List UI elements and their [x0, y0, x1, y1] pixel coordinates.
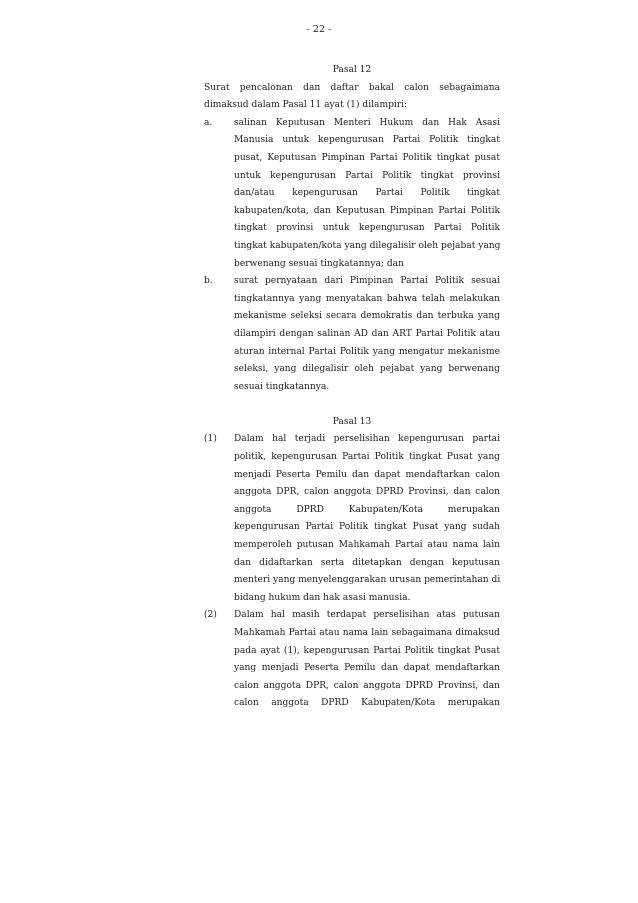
item-marker: a. — [204, 117, 213, 128]
item-line: sesuai tingkatannya. — [234, 381, 330, 392]
section-gap — [204, 396, 500, 414]
page-number: - 22 - — [306, 24, 332, 35]
item-line: yang menjadi Peserta Pemilu dan dapat mendaftarkan — [234, 663, 500, 674]
pasal-13-item-1 — [204, 431, 500, 607]
item-line: pada ayat (1), kepengurusan Partai Politik tingkat Pusat — [234, 645, 500, 656]
item-line: memperoleh putusan Mahkamah Partai atau nama lain — [234, 540, 500, 551]
pasal-13-heading: Pasal 13 — [332, 416, 372, 427]
item-line: aturan internal Partai Politik yang mengatur mekanisme — [234, 346, 500, 357]
item-line: pusat, Keputusan Pimpinan Partai Politik tingkat pusat — [234, 152, 500, 163]
item-line: kabupaten/kota, dan Keputusan Pimpinan Partai Politik — [234, 205, 500, 216]
item-line: bidang hukum dan hak asasi manusia. — [234, 592, 411, 603]
item-marker: b. — [204, 276, 213, 287]
item-line: berwenang sesuai tingkatannya; dan — [234, 258, 404, 269]
item-line: untuk kepengurusan Partai Politik tingkat provinsi — [234, 170, 500, 181]
item-line: tingkat provinsi untuk kepengurusan Partai Politik — [234, 223, 500, 234]
intro-line: dimaksud dalam Pasal 11 ayat (1) dilampiri: — [204, 100, 408, 111]
item-line: menteri yang menyelenggarakan urusan pemerintahan di — [234, 575, 501, 586]
item-line: anggota DPR, calon anggota DPRD Provinsi, dan calon — [234, 487, 500, 498]
item-marker: (2) — [204, 610, 217, 621]
document-body — [204, 62, 500, 713]
item-line: surat pernyataan dari Pimpinan Partai Politik sesuai — [234, 276, 500, 287]
item-line: Dalam hal terjadi perselisihan kepengurusan partai — [234, 434, 500, 445]
item-line: tingkat kabupaten/kota yang dilegalisir oleh pejabat yang — [234, 240, 501, 251]
pasal-12-item-b — [204, 273, 500, 396]
pasal-12-intro — [204, 80, 500, 115]
item-line: kepengurusan Partai Politik tingkat Pusat yang sudah — [234, 522, 500, 533]
item-line: menjadi Peserta Pemilu dan dapat mendaftarkan calon — [234, 469, 500, 480]
intro-line: Surat pencalonan dan daftar bakal calon sebagaimana — [204, 82, 500, 93]
item-line: Manusia untuk kepengurusan Partai Politik tingkat — [234, 135, 500, 146]
pasal-12-heading: Pasal 12 — [332, 65, 372, 75]
item-line: politik, kepengurusan Partai Politik tingkat Pusat yang — [234, 452, 500, 463]
pasal-13-item-2 — [204, 607, 500, 713]
item-marker: (1) — [204, 434, 217, 445]
item-line: Dalam hal masih terdapat perselisihan atas putusan — [234, 610, 500, 621]
item-line: dilampiri dengan salinan AD dan ART Partai Politik atau — [234, 328, 500, 339]
item-line: Mahkamah Partai atau nama lain sebagaimana dimaksud — [234, 628, 500, 638]
pasal-12-item-a — [204, 115, 500, 273]
item-line: dan/atau kepengurusan Partai Politik tingkat — [234, 188, 500, 199]
item-line: mekanisme seleksi secara demokratis dan terbuka yang — [234, 311, 500, 322]
item-line: anggota DPRD Kabupaten/Kota merupakan — [234, 504, 500, 515]
item-line: calon anggota DPR, calon anggota DPRD Provinsi, dan — [234, 680, 500, 691]
item-line: calon anggota DPRD Kabupaten/Kota merupakan — [234, 698, 500, 709]
item-line: seleksi, yang dilegalisir oleh pejabat yang berwenang — [234, 364, 500, 375]
item-line: salinan Keputusan Menteri Hukum dan Hak Asasi — [234, 117, 500, 128]
item-line: tingkatannya yang menyatakan bahwa telah melakukan — [234, 293, 500, 304]
item-line: dan didaftarkan serta ditetapkan dengan keputusan — [234, 557, 500, 568]
